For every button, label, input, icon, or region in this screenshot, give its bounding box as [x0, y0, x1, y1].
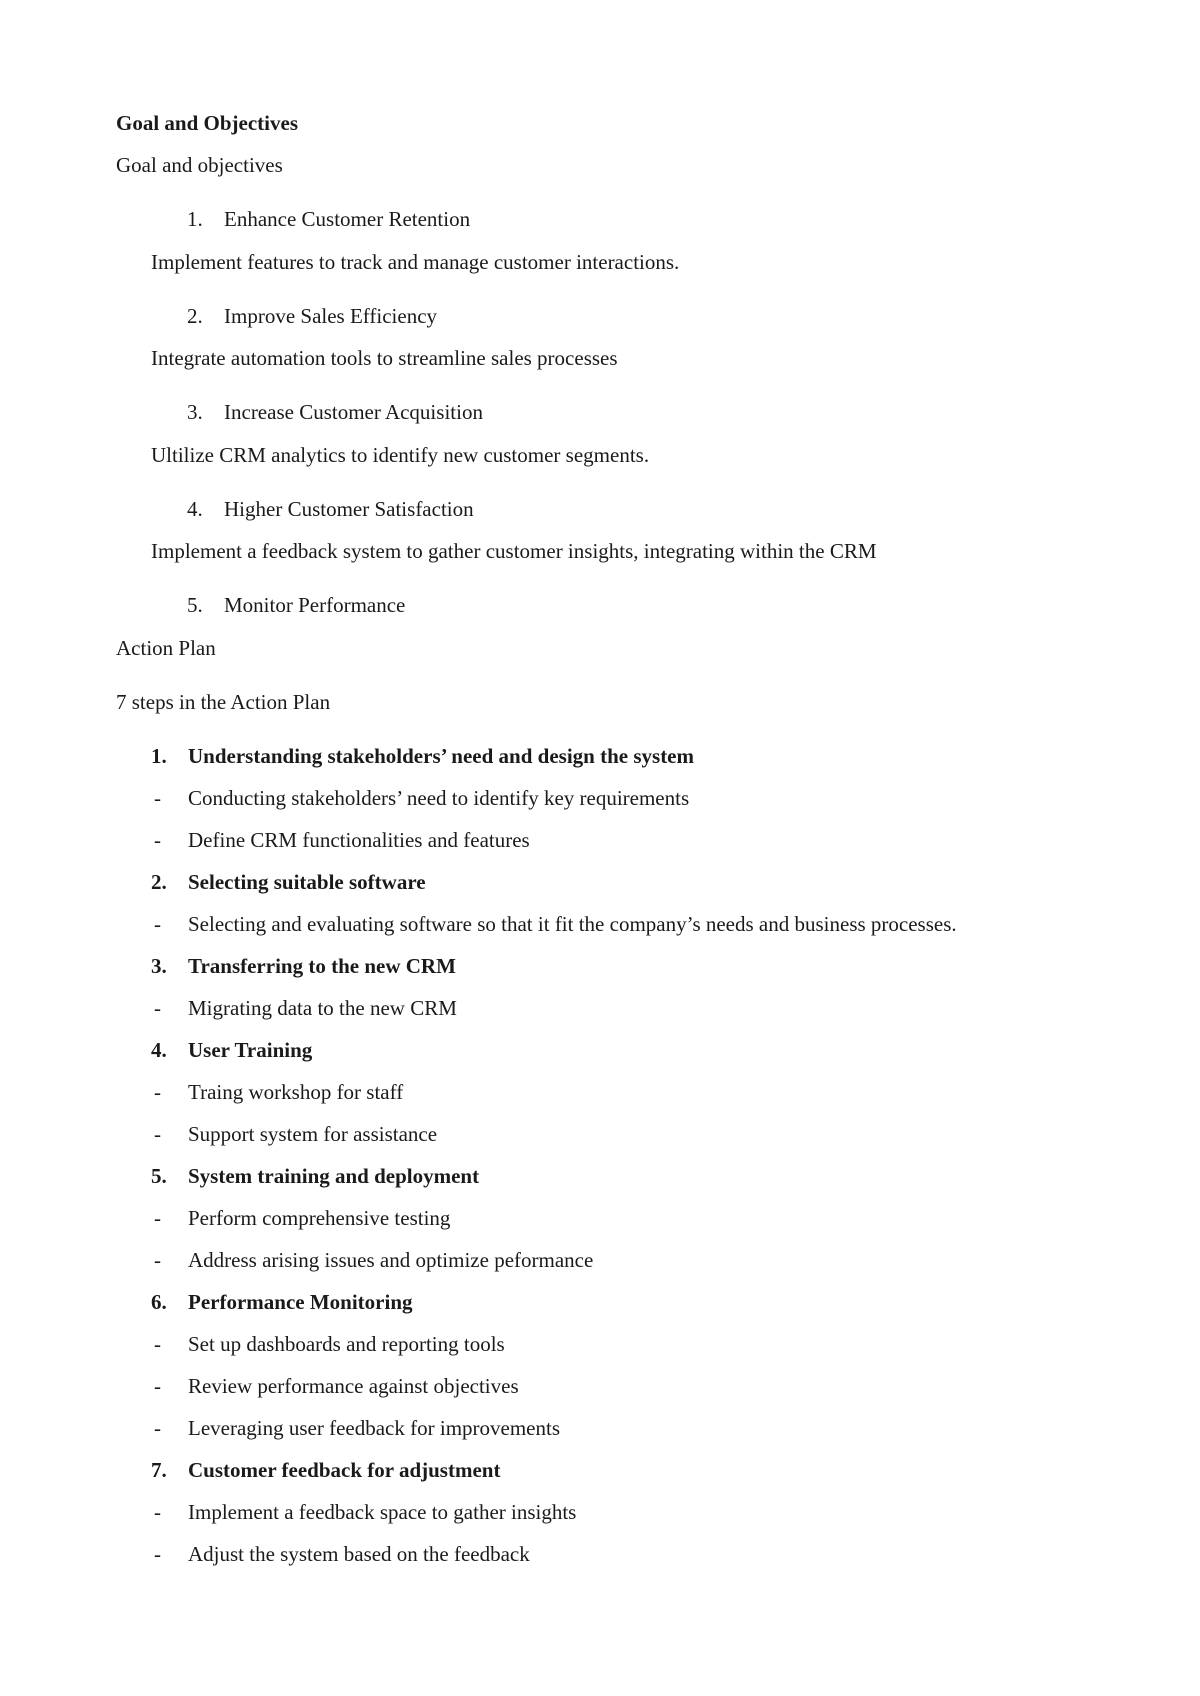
objective-number: 5.: [187, 593, 203, 617]
action-plan-intro: 7 steps in the Action Plan: [116, 690, 331, 714]
step-item: Address arising issues and optimize peformance: [188, 1248, 594, 1272]
bullet-dash: -: [154, 996, 161, 1020]
bullet-dash: -: [154, 1206, 161, 1230]
step-number: 7.: [151, 1458, 167, 1482]
step-item: Define CRM functionalities and features: [188, 828, 530, 852]
document-heading: Goal and Objectives: [116, 111, 298, 135]
bullet-dash: -: [154, 1248, 161, 1272]
objective-number: 1.: [187, 207, 203, 231]
bullet-dash: -: [154, 1122, 161, 1146]
objective-number: 4.: [187, 497, 203, 521]
objective-title: Improve Sales Efficiency: [224, 304, 438, 328]
step-item: Selecting and evaluating software so that it fit the company’s needs and business processes.: [188, 912, 957, 936]
objective-description: Integrate automation tools to streamline sales processes: [151, 346, 618, 370]
step-item: Set up dashboards and reporting tools: [188, 1332, 505, 1356]
step-item: Adjust the system based on the feedback: [188, 1542, 530, 1566]
objective-number: 2.: [187, 304, 203, 328]
bullet-dash: -: [154, 1542, 161, 1566]
step-item: Implement a feedback space to gather insights: [188, 1500, 577, 1524]
step-title: User Training: [188, 1038, 313, 1062]
step-item: Perform comprehensive testing: [188, 1206, 451, 1230]
bullet-dash: -: [154, 912, 161, 936]
step-number: 4.: [151, 1038, 167, 1062]
step-item: Migrating data to the new CRM: [188, 996, 457, 1020]
step-number: 2.: [151, 870, 167, 894]
objective-title: Enhance Customer Retention: [224, 207, 471, 231]
step-title: Understanding stakeholders’ need and design the system: [188, 744, 694, 768]
bullet-dash: -: [154, 1080, 161, 1104]
step-number: 1.: [151, 744, 167, 768]
objective-title: Monitor Performance: [224, 593, 406, 617]
step-item: Review performance against objectives: [188, 1374, 519, 1398]
step-title: Customer feedback for adjustment: [188, 1458, 501, 1482]
step-item: Support system for assistance: [188, 1122, 438, 1146]
objective-title: Increase Customer Acquisition: [224, 400, 483, 424]
step-title: Transferring to the new CRM: [188, 954, 456, 978]
action-plan-heading: Action Plan: [116, 636, 216, 660]
step-title: System training and deployment: [188, 1164, 480, 1188]
objective-title: Higher Customer Satisfaction: [224, 497, 474, 521]
step-number: 5.: [151, 1164, 167, 1188]
objective-description: Implement a feedback system to gather customer insights, integrating within the CRM: [151, 539, 877, 563]
bullet-dash: -: [154, 1332, 161, 1356]
step-number: 3.: [151, 954, 167, 978]
objective-number: 3.: [187, 400, 203, 424]
bullet-dash: -: [154, 828, 161, 852]
step-item: Traing workshop for staff: [188, 1080, 404, 1104]
step-item: Leveraging user feedback for improvements: [188, 1416, 561, 1440]
bullet-dash: -: [154, 1500, 161, 1524]
bullet-dash: -: [154, 1416, 161, 1440]
bullet-dash: -: [154, 786, 161, 810]
step-number: 6.: [151, 1290, 167, 1314]
goals-intro: Goal and objectives: [116, 153, 283, 177]
objective-description: Ultilize CRM analytics to identify new customer segments.: [151, 443, 650, 467]
bullet-dash: -: [154, 1374, 161, 1398]
objective-description: Implement features to track and manage customer interactions.: [151, 250, 680, 274]
step-title: Performance Monitoring: [188, 1290, 413, 1314]
step-item: Conducting stakeholders’ need to identify key requirements: [188, 786, 690, 810]
step-title: Selecting suitable software: [188, 870, 426, 894]
